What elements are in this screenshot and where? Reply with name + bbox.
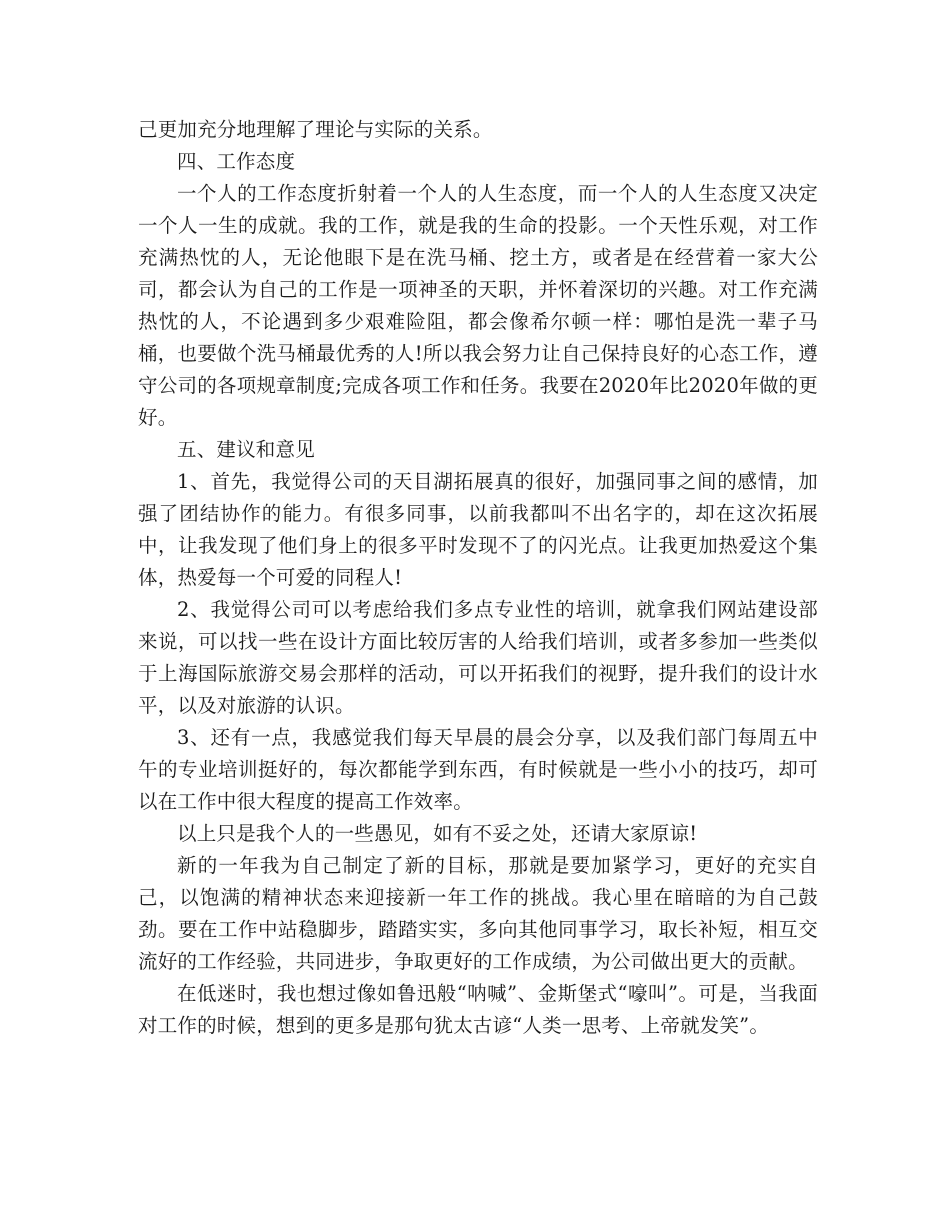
paragraph-reflection: 在低迷时，我也想过像如鲁迅般“呐喊”、金斯堡式“嚎叫”。可是，当我面对工作的时候，想到的更多是那句犹太古谚“人类一思考、上帝就发笑”。 — [138, 982, 818, 1037]
paragraph-suggestion-1: 1、首先，我觉得公司的天目湖拓展真的很好，加强同事之间的感情，加强了团结协作的能力。有很多同事，以前我都叫不出名字的，却在这次拓展中，让我发现了他们身上的很多平时发现不了的闪光点。让我更加热爱这个集体，热爱每一个可爱的同程人! — [138, 470, 818, 589]
paragraph-new-year-goals: 新的一年我为自己制定了新的目标，那就是要加紧学习，更好的充实自己，以饱满的精神状态来迎接新一年工作的挑战。我心里在暗暗的为自己鼓劲。要在工作中站稳脚步，踏踏实实，多向其他同事学习，取长补短，相互交流好的工作经验，共同进步，争取更好的工作成绩，为公司做出更大的贡献。 — [138, 854, 818, 973]
paragraph-suggestion-2: 2、我觉得公司可以考虑给我们多点专业性的培训，就拿我们网站建设部来说，可以找一些在设计方面比较厉害的人给我们培训，或者多参加一些类似于上海国际旅游交易会那样的活动，可以开拓我们的视野，提升我们的设计水平，以及对旅游的认识。 — [138, 598, 818, 717]
paragraph-work-attitude: 一个人的工作态度折射着一个人的人生态度，而一个人的人生态度又决定一个人一生的成就。我的工作，就是我的生命的投影。一个天性乐观，对工作充满热忱的人，无论他眼下是在洗马桶、挖土方，或者是在经营着一家大公司，都会认为自己的工作是一项神圣的天职，并怀着深切的兴趣。对工作充满热忱的人，不论遇到多少艰难险阻，都会像希尔顿一样：哪怕是洗一辈子马桶，也要做个洗马桶最优秀的人!所以我会努力让自己保持良好的心态工作，遵守公司的各项规章制度;完成各项工作和任务。我要在2020年比2020年做的更好。 — [138, 182, 818, 429]
paragraph-closing-remark: 以上只是我个人的一些愚见，如有不妥之处，还请大家原谅! — [177, 822, 698, 845]
section-heading-work-attitude: 四、工作态度 — [177, 150, 296, 173]
document-body — [138, 114, 818, 1042]
paragraph-suggestion-3: 3、还有一点，我感觉我们每天早晨的晨会分享，以及我们部门每周五中午的专业培训挺好的，每次都能学到东西，有时候就是一些小小的技巧，却可以在工作中很大程度的提高工作效率。 — [138, 726, 818, 813]
section-heading-suggestions: 五、建议和意见 — [177, 438, 315, 461]
paragraph-continuation: 己更加充分地理解了理论与实际的关系。 — [138, 118, 493, 141]
